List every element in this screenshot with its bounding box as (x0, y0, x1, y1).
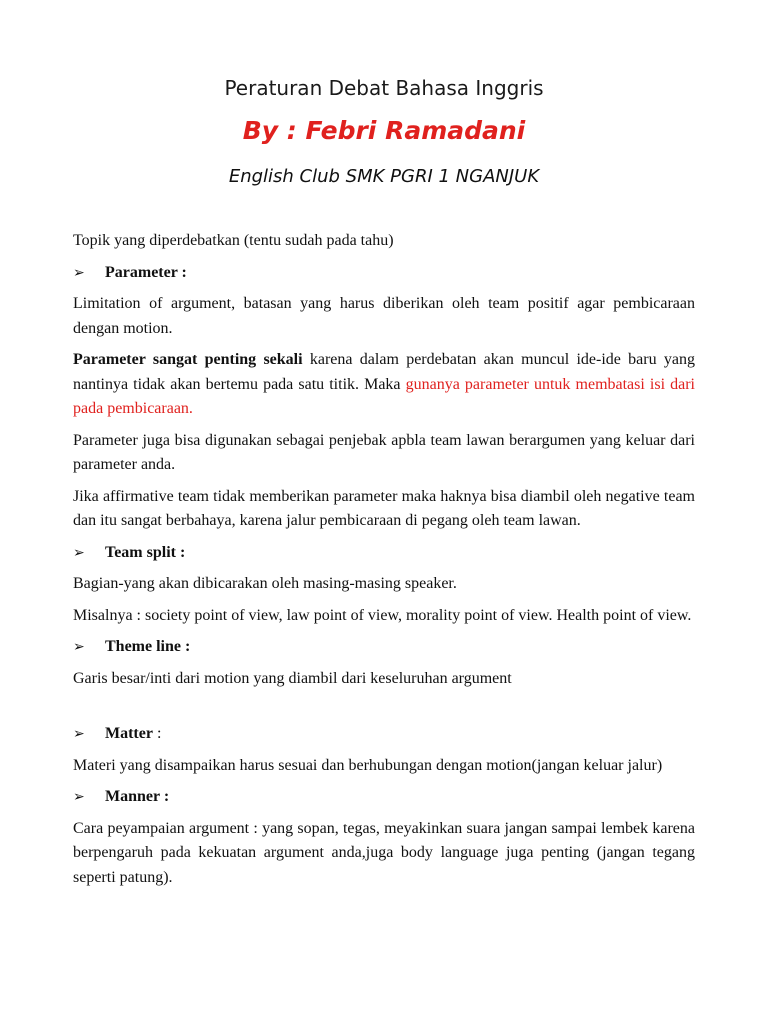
section-heading-manner (73, 785, 695, 810)
team-split-heading: Team split : (105, 543, 186, 561)
document-body (73, 229, 695, 897)
manner-heading: Manner : (105, 788, 170, 805)
author-byline: By : Febri Ramadani (242, 116, 526, 145)
matter-colon: : (152, 725, 162, 742)
topic-paragraph: Topik yang diperdebatkan (tentu sudah pada tahu) (73, 232, 394, 249)
parameter-paragraph-3: Parameter juga bisa digunakan sebagai penjebak apbla team lawan berargumen yang keluar dari parameter anda. (73, 431, 695, 473)
arrow-bullet-icon: ➢ (73, 639, 85, 655)
team-split-paragraph-2: Misalnya : society point of view, law point of view, morality point of view. Health point of view. (73, 606, 692, 624)
parameter-paragraph-2 (73, 348, 695, 422)
parameter-paragraph-2-text: karena dalam perdebatan akan muncul ide-ide baru yang nantinya tidak akan bertemu pada satu titik. Maka (73, 351, 695, 393)
arrow-bullet-icon: ➢ (73, 789, 85, 805)
theme-line-heading: Theme line : (105, 638, 191, 655)
arrow-bullet-icon: ➢ (73, 544, 85, 561)
section-heading-parameter (73, 261, 695, 286)
arrow-bullet-icon: ➢ (73, 264, 85, 281)
parameter-emphasis: Parameter sangat penting sekali (73, 351, 303, 368)
manner-paragraph-1: Cara peyampaian argument : yang sopan, tegas, meyakinkan suara jangan sampai lembek karena berpengaruh pada kekuatan argument anda,juga body language juga penting (jangan tegang seperti patung). (73, 819, 695, 886)
spacer (73, 698, 695, 722)
document-title: Peraturan Debat Bahasa Inggris (224, 76, 544, 100)
team-split-paragraph-1: Bagian-yang akan dibicarakan oleh masing-masing speaker. (73, 575, 457, 592)
theme-line-paragraph-1: Garis besar/inti dari motion yang diambil dari keseluruhan argument (73, 669, 512, 687)
section-heading-matter (73, 722, 695, 747)
arrow-bullet-icon: ➢ (73, 726, 85, 742)
section-heading-theme-line (73, 635, 695, 660)
parameter-paragraph-1: Limitation of argument, batasan yang harus diberikan oleh team positif agar pembicaraan dengan motion. (73, 295, 695, 337)
parameter-heading: Parameter : (105, 263, 187, 281)
matter-paragraph-1: Materi yang disampaikan harus sesuai dan berhubungan dengan motion(jangan keluar jalur) (73, 756, 663, 774)
section-heading-team-split (73, 541, 695, 566)
matter-heading: Matter (105, 725, 153, 742)
club-name: English Club SMK PGRI 1 NGANJUK (228, 166, 540, 187)
parameter-paragraph-4: Jika affirmative team tidak memberikan parameter maka haknya bisa diambil oleh negative team dan itu sangat berbahaya, karena jalur pembicaraan di pegang oleh team lawan. (73, 487, 695, 529)
parameter-highlight: gunanya parameter untuk membatasi isi dari pada pembicaraan. (73, 375, 696, 417)
